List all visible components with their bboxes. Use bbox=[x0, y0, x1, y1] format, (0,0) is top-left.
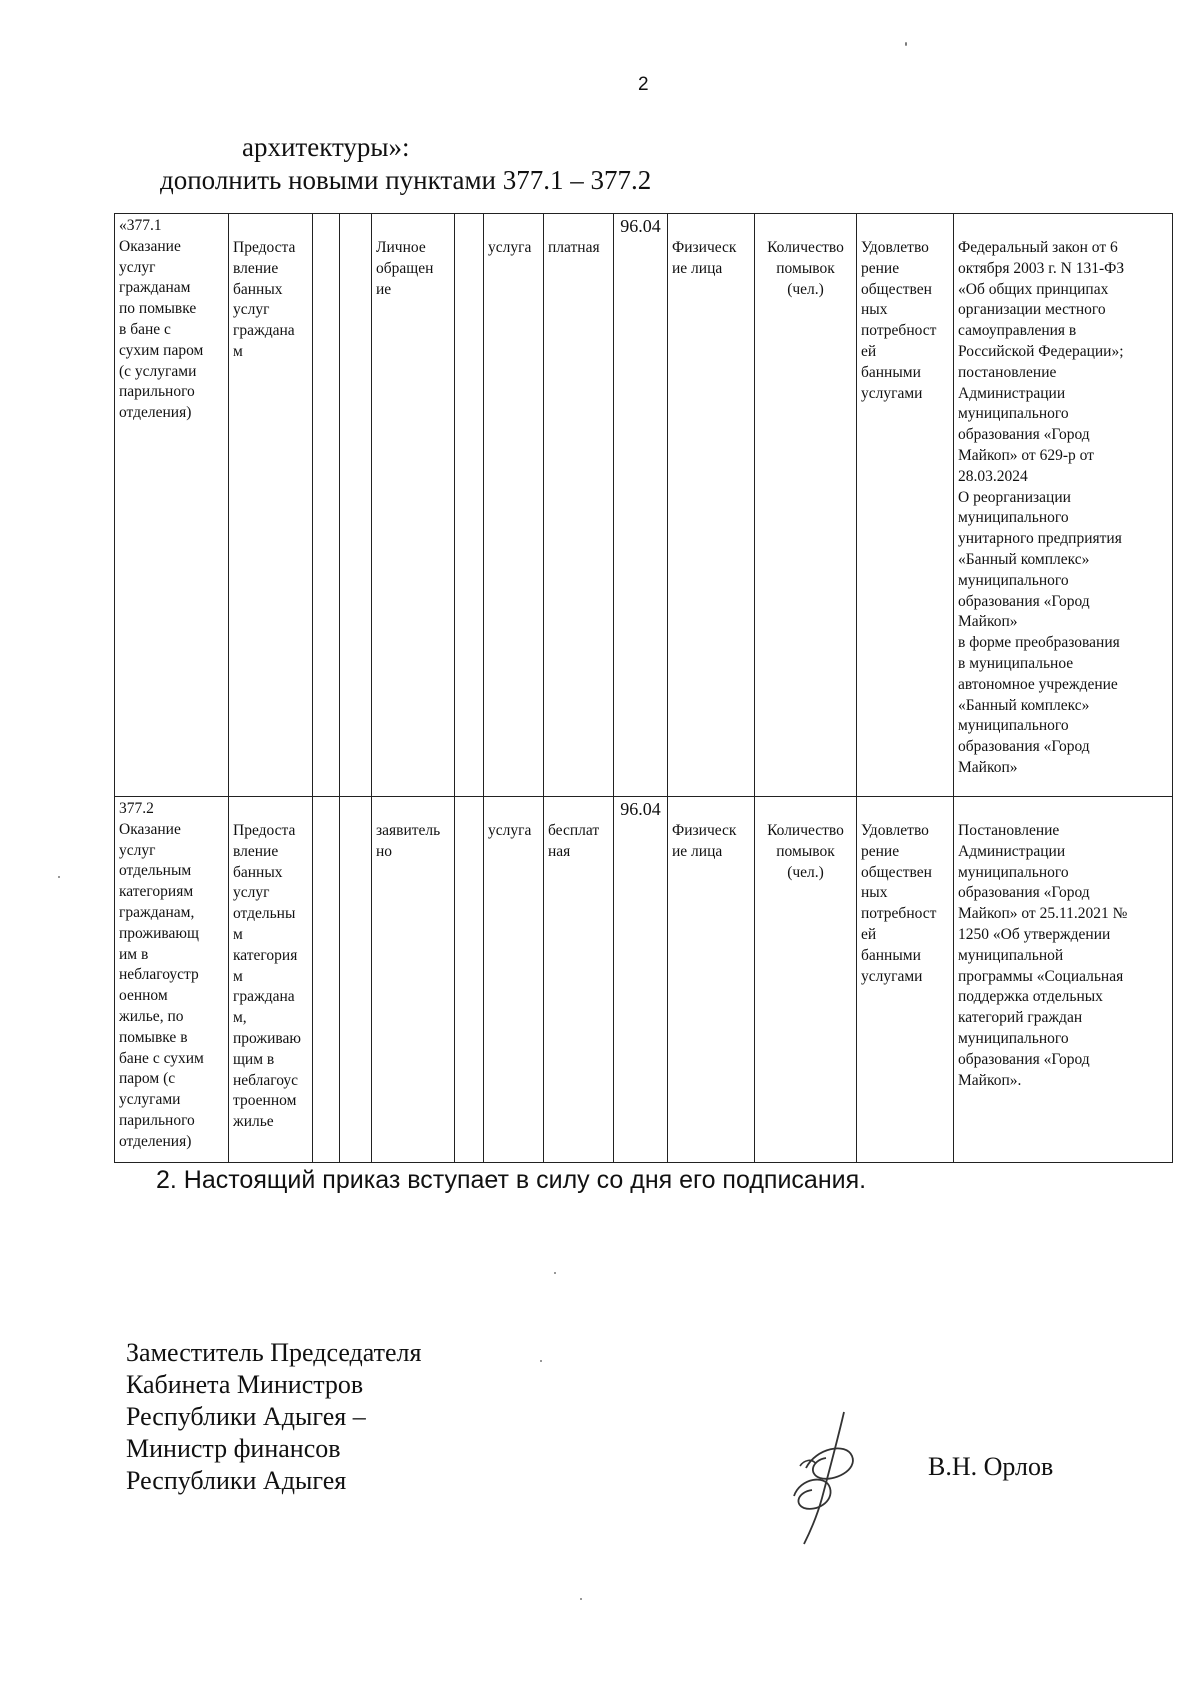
service-result: Удовлетво рение обществен ных потребност ей банными услугами bbox=[861, 239, 937, 402]
services-table bbox=[114, 213, 1173, 1163]
service-code: 96.04 bbox=[620, 799, 661, 819]
cell-legal-basis bbox=[954, 214, 1173, 797]
service-type: услуга bbox=[488, 822, 532, 839]
service-code: 96.04 bbox=[620, 216, 661, 236]
row-number: 377.2 bbox=[119, 800, 154, 817]
service-indicator: Количество помывок (чел.) bbox=[767, 822, 844, 881]
cell-type bbox=[484, 214, 544, 797]
row-number: «377.1 bbox=[119, 217, 162, 234]
service-consumers: Физическ ие лица bbox=[672, 822, 737, 860]
signer-name: В.Н. Орлов bbox=[928, 1452, 1054, 1481]
service-content: Предоста вление банных услуг отдельны м категория м граждана м, проживаю щим в неблагоус троенном жилье bbox=[233, 822, 301, 1131]
service-consumers: Физическ ие лица bbox=[672, 239, 737, 277]
table-row bbox=[115, 797, 1173, 1163]
cell-empty bbox=[455, 214, 484, 797]
intro-line-2: дополнить новыми пунктами 377.1 – 377.2 bbox=[160, 165, 652, 195]
cell-empty bbox=[313, 797, 340, 1163]
cell-consumers bbox=[668, 214, 755, 797]
cell-empty bbox=[455, 797, 484, 1163]
scan-speck bbox=[540, 1360, 542, 1362]
cell-code bbox=[614, 214, 668, 797]
service-name: Оказание услуг гражданам по помывке в бане с сухим паром (с услугами парильного отделения) bbox=[119, 237, 204, 422]
service-legal-basis: Федеральный закон от 6 октября 2003 г. N 131-ФЗ «Об общих принципах организации местного самоуправления в Российской Федерации»; постановление Администрации муниципального образования «Город Майкоп» от 629-р от 28.03.2024 О реорганизации муниципального унитарного предприятия «Банный комплекс» муниципального образования «Город Майкоп» в форме преобразования в муниципальное автономное учреждение «Банный комплекс» муниципального образования «Город Майкоп» bbox=[958, 239, 1125, 776]
service-type: услуга bbox=[488, 239, 532, 256]
service-indicator: Количество помывок (чел.) bbox=[767, 239, 844, 298]
service-name: Оказание услуг отдельным категориям гражданам, проживающ им в неблагоустр оенном жилье, по помывке в бане с сухим паром (с услугами парильного отделения) bbox=[119, 820, 204, 1150]
cell-payment bbox=[544, 797, 614, 1163]
service-legal-basis: Постановление Администрации муниципального образования «Город Майкоп» от 25.11.2021 № 1250 «Об утверждении муниципальной программы «Социальная поддержка отдельных категорий граждан муниципального образования «Город Майкоп». bbox=[958, 822, 1128, 1089]
intro-line-1: архитектуры»: bbox=[242, 132, 410, 162]
cell-empty bbox=[313, 214, 340, 797]
service-basis: заявитель но bbox=[376, 822, 441, 860]
cell-basis bbox=[372, 797, 455, 1163]
point-2-effective-date: 2. Настоящий приказ вступает в силу со дня его подписания. bbox=[156, 1166, 867, 1194]
handwritten-signature-icon bbox=[786, 1408, 866, 1548]
cell-service-name bbox=[115, 797, 229, 1163]
service-content: Предоста вление банных услуг граждана м bbox=[233, 239, 296, 360]
table-row bbox=[115, 214, 1173, 797]
service-payment: бесплат ная bbox=[548, 822, 600, 860]
service-basis: Личное обращен ие bbox=[376, 239, 434, 298]
scan-speck bbox=[554, 1272, 556, 1274]
cell-result bbox=[857, 797, 954, 1163]
cell-payment bbox=[544, 214, 614, 797]
service-payment: платная bbox=[548, 239, 600, 256]
cell-consumers bbox=[668, 797, 755, 1163]
cell-service-name bbox=[115, 214, 229, 797]
cell-code bbox=[614, 797, 668, 1163]
cell-service-content bbox=[229, 797, 313, 1163]
cell-indicator bbox=[755, 797, 857, 1163]
cell-indicator bbox=[755, 214, 857, 797]
scan-speck bbox=[905, 42, 907, 46]
cell-empty bbox=[340, 214, 372, 797]
cell-type bbox=[484, 797, 544, 1163]
cell-result bbox=[857, 214, 954, 797]
cell-empty bbox=[340, 797, 372, 1163]
signer-position: Заместитель Председателя Кабинета Министров Республики Адыгея – Министр финансов Республики Адыгея bbox=[126, 1338, 422, 1495]
cell-service-content bbox=[229, 214, 313, 797]
scan-speck bbox=[58, 876, 60, 878]
scan-speck bbox=[580, 1598, 582, 1600]
cell-legal-basis bbox=[954, 797, 1173, 1163]
page-number: 2 bbox=[638, 74, 649, 95]
service-result: Удовлетво рение обществен ных потребност ей банными услугами bbox=[861, 822, 937, 985]
cell-basis bbox=[372, 214, 455, 797]
